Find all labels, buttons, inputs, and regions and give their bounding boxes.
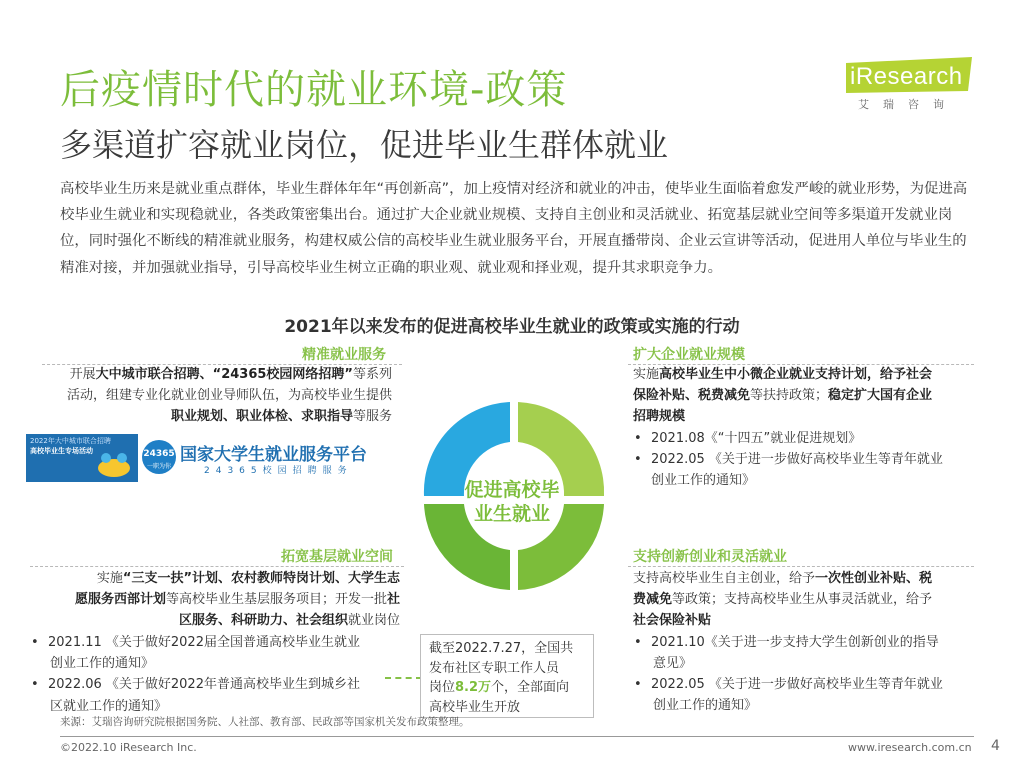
website-link[interactable]: www.iresearch.com.cn (848, 741, 972, 754)
section-title-precise-service: 精准就业服务 (302, 347, 386, 363)
badge-slogan: 一职为你 (146, 463, 171, 470)
badge-line1: 2022年大中城市联合招聘 (30, 437, 111, 445)
section-title-grassroots: 拓宽基层就业空间 (281, 549, 393, 565)
page-subtitle: 多渠道扩容就业岗位，促进毕业生群体就业 (60, 126, 669, 164)
page-number: 4 (991, 738, 1000, 754)
policy-item-cont: 创业工作的通知》 (651, 473, 756, 489)
platform-round-icon (142, 440, 176, 474)
section-body-grassroots: 实施“三支一扶”计划、农村教师特岗计划、大学生志 愿服务西部计划等高校毕业生基层服务项目；开发一批社 区服务、科研助力、社会组织就业岗位 (74, 571, 400, 629)
divider-bottom-right (628, 566, 974, 567)
policy-item: • 2021.11 《关于做好2022届全国普通高校毕业生就业 (30, 632, 410, 653)
policy-item: • 2022.05 《关于进一步做好高校毕业生等青年就业 (633, 449, 978, 470)
chart-title: 2021年以来发布的促进高校毕业生就业的政策或实施的行动 (284, 317, 740, 337)
center-label-line2: 业生就业 (473, 503, 550, 525)
note-connector (385, 677, 422, 679)
policy-item-cont: 意见》 (653, 655, 693, 671)
logo-brand-i: i (850, 63, 856, 90)
policy-item: • 2021.10《关于进一步支持大学生创新创业的指导 (633, 632, 978, 653)
platform-sub: 24365校园招聘服务 (204, 466, 353, 476)
footer-divider (60, 736, 974, 737)
section-title-entrepreneurship: 支持创新创业和灵活就业 (633, 549, 787, 565)
center-label (452, 478, 572, 526)
section-body-entrepreneurship: 支持高校毕业生自主创业，给予一次性创业补贴、税 费减免等政策；支持高校毕业生从事灵活就业，给予 社会保险补贴 • 2021.10《关于进一步支持大学生创新创业的指导 意见》 • 2022.05 《关于进一步做好高校毕业生等青年就业 创业工作的通知》 (633, 568, 978, 716)
source-note: 来源：艾瑞咨询研究院根据国务院、人社部、教育部、民政部等国家机关发布政策整理。 (60, 716, 470, 728)
note-line4: 高校毕业生开放 (429, 699, 521, 715)
platform-name: 国家大学生就业服务平台 (180, 445, 367, 465)
note-line1: 截至2022.7.27，全国共 (429, 641, 574, 656)
policy-item-cont: 区就业工作的通知》 (50, 698, 168, 714)
section-body-precise-service: 开展大中城市联合招聘、“24365校园网络招聘”等系列 活动，组建专业化就业创业导师队伍，为高校毕业生提供 职业规划、职业体检、求职指导等服务 (66, 367, 392, 425)
section-title-expand-employment: 扩大企业就业规模 (633, 347, 745, 363)
policy-item-cont: 创业工作的通知》 (50, 656, 155, 672)
note-line3: 岗位8.2万个，全部面向 (429, 680, 570, 696)
logo-brand-cn: 艾瑞咨询 (858, 98, 958, 111)
iresearch-logo (846, 57, 976, 115)
badge-line2: 高校毕业生专场活动 (30, 447, 93, 455)
policy-item: • 2021.08《“十四五”就业促进规划》 (633, 428, 978, 449)
copyright: ©2022.10 iResearch Inc. (60, 741, 197, 754)
policy-item: • 2022.06 《关于做好2022年普通高校毕业生到城乡社 (30, 674, 410, 695)
badge-number: 24365 (143, 449, 175, 459)
logo-brand-rest: Research (855, 63, 963, 90)
policy-item-cont: 创业工作的通知》 (653, 698, 758, 714)
intro-paragraph: 高校毕业生历来是就业重点群体，毕业生群体年年“再创新高”，加上疫情对经济和就业的冲击，使毕业生面临着愈发严峻的就业形势，为促进高校毕业生就业和实现稳就业，各类政策密集出台。通过扩大企业就业规模、支持自主创业和灵活就业、拓宽基层就业空间等多渠道开发就业岗位，同时强化不断线的精准就业服务，构建权威公信的高校毕业生就业服务平台，开展直播带岗、企业云宣讲等活动，促进用人单位与毕业生的精准对接，并加强就业指导，引导高校毕业生树立正确的职业观、就业观和择业观，提升其求职竞争力。 (60, 181, 968, 276)
divider-bottom-left (30, 566, 404, 567)
note-line2: 发布社区专职工作人员 (429, 660, 560, 676)
platform-logo (26, 434, 388, 482)
badge-figure-icon (26, 434, 138, 482)
center-label-line1: 促进高校毕 (464, 479, 560, 501)
note-box (420, 634, 594, 718)
policy-item: • 2022.05 《关于进一步做好高校毕业生等青年就业 (633, 674, 978, 695)
page-title: 后疫情时代的就业环境-政策 (60, 67, 568, 113)
policy-list-grassroots (30, 632, 410, 717)
platform-badge (26, 434, 138, 482)
section-body-expand-employment: 实施高校毕业生中小微企业就业支持计划，给予社会 保险补贴、税费减免等扶持政策；稳定扩大国有企业 招聘规模 • 2021.08《“十四五”就业促进规划》 • 2022.05 《关于进一步做好高校毕业生等青年就业 创业工作的通知》 (633, 364, 978, 491)
